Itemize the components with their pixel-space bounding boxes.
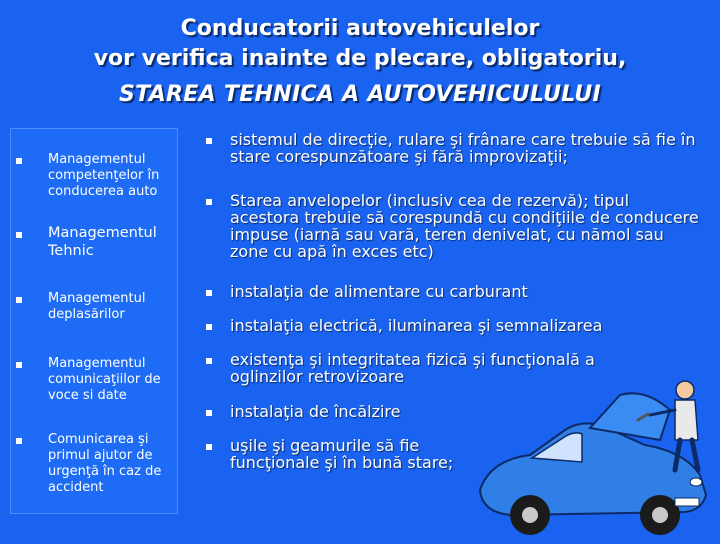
- bullet-icon: [16, 232, 22, 238]
- right-item-text: uşile şi geamurile să fie funcţionale şi în bună stare;: [230, 436, 454, 472]
- bullet-icon: [206, 444, 212, 450]
- mechanic-car-icon: [470, 370, 720, 540]
- bullet-icon: [206, 138, 212, 144]
- bullet-icon: [206, 290, 212, 296]
- bullet-icon: [16, 158, 22, 164]
- title-line-3: STAREA TEHNICA A AUTOVEHICULULUI: [118, 82, 602, 107]
- right-item-text: instalaţia de alimentare cu carburant: [230, 282, 528, 301]
- mechanic-body: [675, 400, 698, 440]
- mechanic-head: [676, 381, 694, 399]
- bullet-icon: [206, 410, 212, 416]
- title-line-2: vor verifica inainte de plecare, obligatoriu,: [93, 46, 627, 71]
- left-menu-panel: [10, 128, 178, 514]
- bullet-icon: [206, 324, 212, 330]
- right-item-text: Starea anvelopelor (inclusiv cea de rezervă); tipul acestora trebuie să corespundă cu condiţiile de conducere impuse (iarnă sau vară, teren denivelat, cu nămol sau zone cu apă în exces etc): [230, 191, 699, 261]
- mechanic-car-illustration: [470, 370, 720, 540]
- left-item-label: Managementul competenţelor în conducerea auto: [48, 152, 160, 199]
- left-item-label: Comunicarea şi primul ajutor de urgenţă în caz de accident: [48, 432, 162, 495]
- right-item-text: instalaţia de încălzire: [230, 402, 401, 421]
- bullet-icon: [206, 199, 212, 205]
- title-line-1: Conducatorii autovehiculelor: [180, 16, 540, 41]
- slide-title: [0, 14, 720, 110]
- bullet-icon: [206, 358, 212, 364]
- left-item-label: Managementul Tehnic: [48, 225, 157, 259]
- bullet-icon: [16, 438, 22, 444]
- left-item-label: Managementul comunicaţiilor de voce si date: [48, 356, 161, 403]
- right-item-text: sistemul de direcţie, rulare şi frânare care trebuie să fie în stare corespunzătoare şi fără improvizaţii;: [230, 130, 696, 166]
- bullet-icon: [16, 362, 22, 368]
- right-item-text: existenţa şi integritatea fizică şi funcţională a oglinzilor retrovizoare: [230, 350, 595, 386]
- bullet-icon: [16, 297, 22, 303]
- right-item-text: instalaţia electrică, iluminarea şi semnalizarea: [230, 316, 603, 335]
- left-item-label: Managementul deplasărilor: [48, 291, 146, 322]
